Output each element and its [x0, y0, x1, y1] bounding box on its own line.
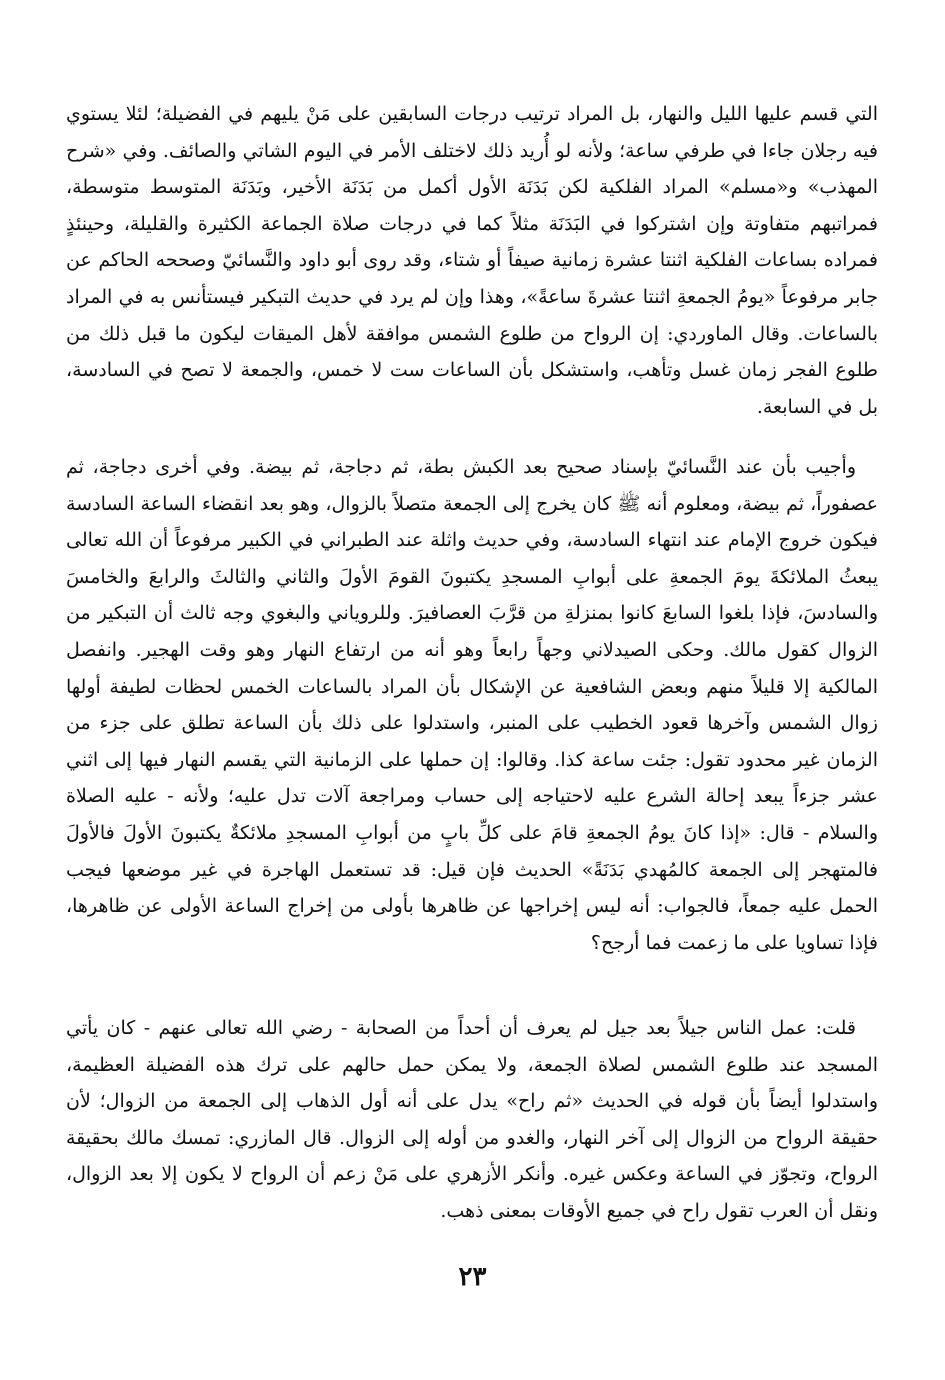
- paragraph-text: التي قسم عليها الليل والنهار، بل المراد ترتيب درجات السابقين على مَنْ يليهم في الفضيلة؛ لئلا يستوي فيه رجلان جاءا في طرفي ساعة؛ ولأنه لو أُريد ذلك لاختلف الأمر في اليوم الشاتي والصائف. وفي «شرح المهذب» و«مسلم» المراد الفلكية لكن بَدَنَة الأول أكمل من بَدَنَة الأخير، وبَدَنَة المتوسط متوسطة، فمراتبهم متفاوتة وإن اشتركوا في البَدَنَة مثلاً كما في درجات صلاة الجماعة الكثيرة والقليلة، وحينئذٍ فمراده بساعات الفلكية اثنتا عشرة زمانية صيفاً أو شتاء، وقد روى أبو داود والنَّسائيّ وصححه الحاكم عن جابر مرفوعاً «يومُ الجمعةِ اثنتا عشرةَ ساعةً»، وهذا وإن لم يرد في حديث التبكير فيستأنس به في المراد بالساعات. وقال الماوردي: إن الرواح من طلوع الشمس موافقة لأهل الميقات ليكون ما قبل ذلك من طلوع الفجر زمان غسل وتأهب، واستشكل بأن الساعات ست لا خمس، والجمعة لا تصح في السادسة، بل في السابعة.: [66, 103, 878, 418]
- text-paragraph-1: [66, 96, 878, 476]
- text-paragraph-2: [66, 449, 878, 1009]
- text-paragraph-3: [66, 1010, 878, 1250]
- paragraph-text: وأجيب بأن عند النَّسائيّ بإسناد صحيح بعد الكبش بطة، ثم دجاجة، ثم بيضة. وفي أخرى دجاجة، ثم عصفوراً، ثم بيضة، ومعلوم أنه ﷺ كان يخرج إلى الجمعة متصلاً بالزوال، وهو بعد انقضاء الساعة السادسة فيكون خروج الإمام عند انتهاء السادسة، وفي حديث واثلة عند الطبراني في الكبير مرفوعاً أن الله تعالى يبعثُ الملائكةَ يومَ الجمعةِ على أبوابِ المسجدِ يكتبونَ القومَ الأولَ والثاني والثالثَ والرابعَ والخامسَ والسادسَ، فإذا بلغوا السابعَ كانوا بمنزلةِ من قرَّبَ العصافيرَ. وللروياني والبغوي وجه ثالث أن التبكير من الزوال كقول مالك. وحكى الصيدلاني وجهاً رابعاً وهو أنه من ارتفاع النهار وهو وقت الهجير. وانفصل المالكية إلا قليلاً منهم وبعض الشافعية عن الإشكال بأن المراد بالساعات الخمس لحظات لطيفة أولها زوال الشمس وآخرها قعود الخطيب على المنبر، واستدلوا على ذلك بأن الساعة تطلق على جزء من الزمان غير محدود تقول: جئت ساعة كذا. وقالوا: إن حملها على الزمانية التي يقسم النهار فيها إلى اثني عشر جزءاً يبعد إحالة الشرع عليه لاحتياجه إلى حساب ومراجعة آلات تدل عليه؛ ولأنه - عليه الصلاة والسلام - قال: «إذا كانَ يومُ الجمعةِ قامَ على كلِّ بابٍ من أبوابِ المسجدِ ملائكةٌ يكتبونَ الأولَ فالأولَ فالمتهجر إلى الجمعة كالمُهدي بَدَنَةً» الحديث فإن قيل: قد تستعمل الهاجرة في غير موضعها فيجب الحمل عليه جمعاً، فالجواب: أنه ليس إخراجها عن ظاهرها بأولى من إخراج الساعة الأولى عن ظاهرها، فإذا تساويا على ما زعمت فما أرجح؟: [66, 456, 878, 954]
- page-number: ٢٣: [458, 1262, 487, 1292]
- paragraph-text: قلت: عمل الناس جيلاً بعد جيل لم يعرف أن أحداً من الصحابة - رضي الله تعالى عنهم - كان يأتي المسجد عند طلوع الشمس لصلاة الجمعة، ولا يمكن حمل حالهم على ترك هذه الفضيلة العظيمة، واستدلوا أيضاً بأن قوله في الحديث «ثم راح» يدل على أنه أول الذهاب إلى الجمعة من الزوال؛ لأن حقيقة الرواح من الزوال إلى آخر النهار، والغدو من أوله إلى الزوال. قال المازري: تمسك مالك بحقيقة الرواح، وتجوّز في الساعة وعكس غيره. وأنكر الأزهري على مَنْ زعم أن الرواح لا يكون إلا بعد الزوال، ونقل أن العرب تقول راح في جميع الأوقات بمعنى ذهب.: [66, 1017, 878, 1222]
